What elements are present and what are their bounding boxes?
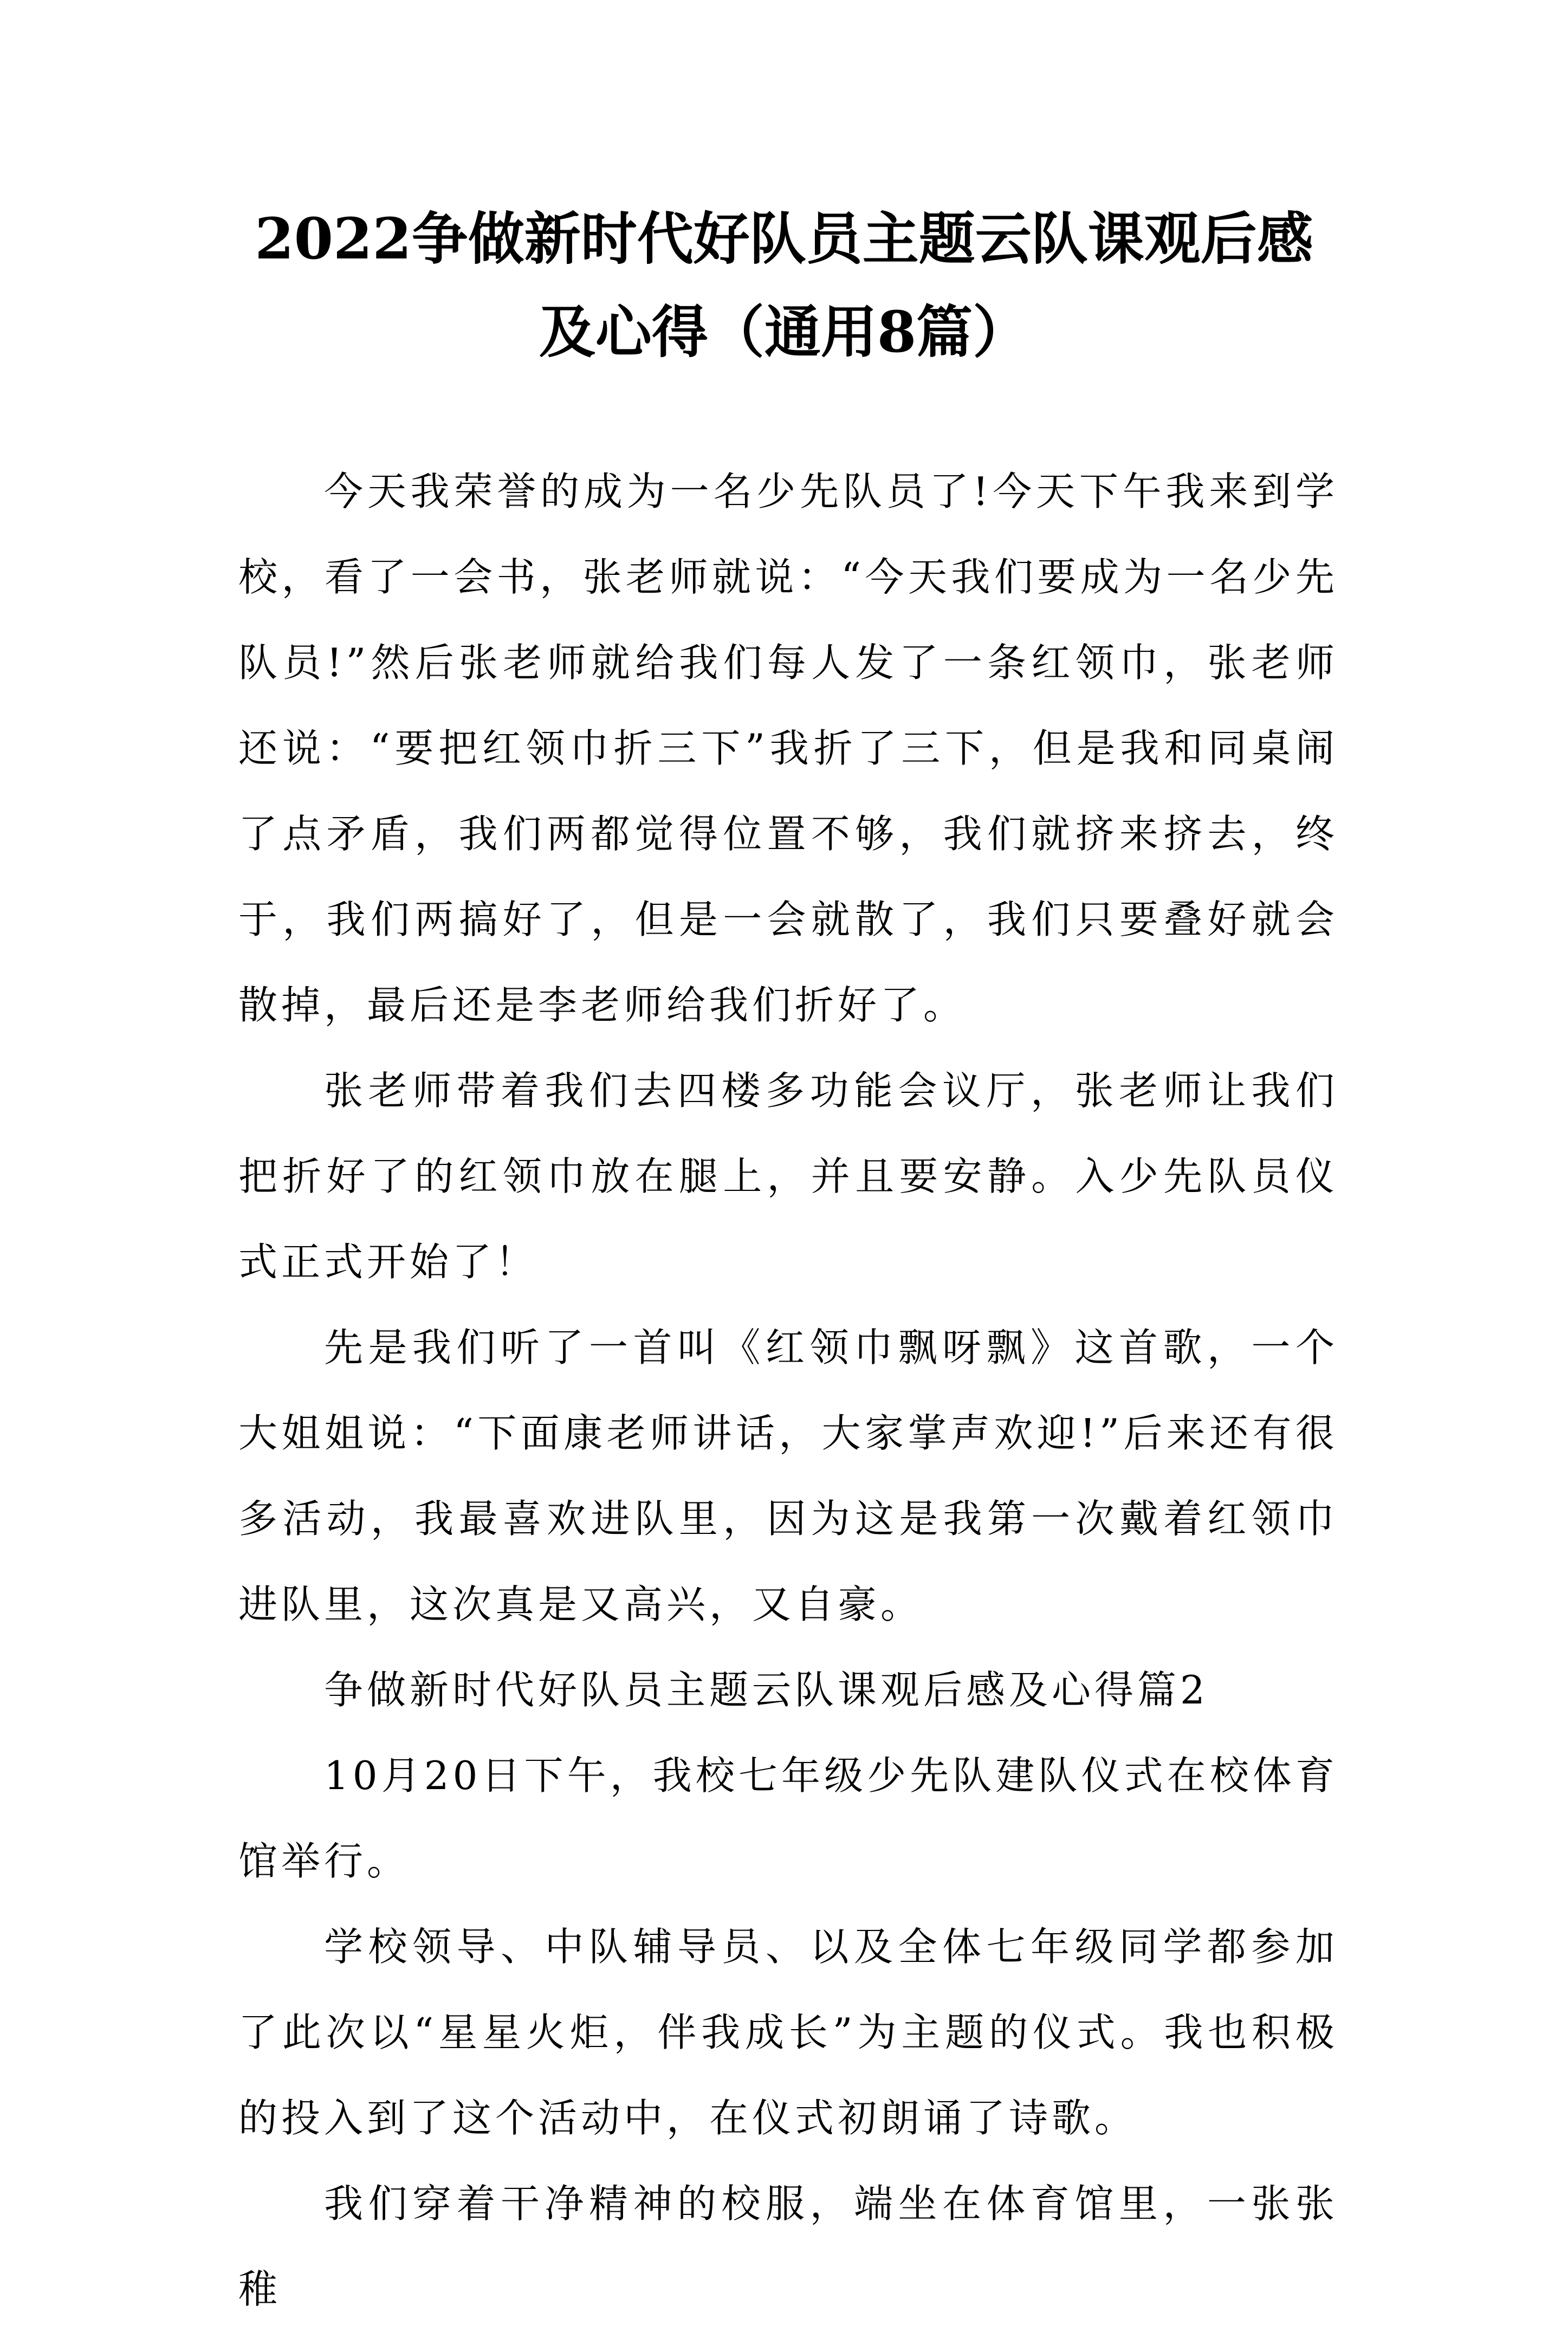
paragraph: 学校领导、中队辅导员、以及全体七年级同学都参加了此次以“星星火炬，伴我成长”为主题的仪式。我也积极的投入到了这个活动中，在仪式初朗诵了诗歌。 [238,1924,1338,2141]
paragraph: 先是我们听了一首叫《红领巾飘呀飘》这首歌，一个大姐姐说：“下面康老师讲话，大家掌声欢迎!”后来还有很多活动，我最喜欢进队里，因为这是我第一次戴着红领巾进队里，这次真是又高兴，又自豪。 [238,1325,1338,1627]
document-title [0,192,1568,379]
title-line-2: 及心得（通用8篇） [539,299,1029,365]
paragraph: 10月20日下午，我校七年级少先队建队仪式在校体育馆举行。 [238,1753,1338,1884]
section-heading: 争做新时代好队员主题云队课观后感及心得篇2 [324,1667,1209,1713]
paragraph: 今天我荣誉的成为一名少先队员了!今天下午我来到学校，看了一会书，张老师就说：“今天我们要成为一名少先队员!”然后张老师就给我们每人发了一条红领巾，张老师还说：“要把红领巾折三下”我折了三下，但是我和同桌闹了点矛盾，我们两都觉得位置不够，我们就挤来挤去，终于，我们两搞好了，但是一会就散了，我们只要叠好就会散掉，最后还是李老师给我们折好了。 [238,469,1338,1028]
document-body [238,449,1338,2332]
paragraph: 我们穿着干净精神的校服，端坐在体育馆里，一张张稚 [238,2181,1338,2312]
title-line-1: 2022争做新时代好队员主题云队课观后感 [255,205,1313,272]
paragraph: 张老师带着我们去四楼多功能会议厅，张老师让我们把折好了的红领巾放在腿上，并且要安静。入少先队员仪式正式开始了！ [238,1068,1338,1285]
